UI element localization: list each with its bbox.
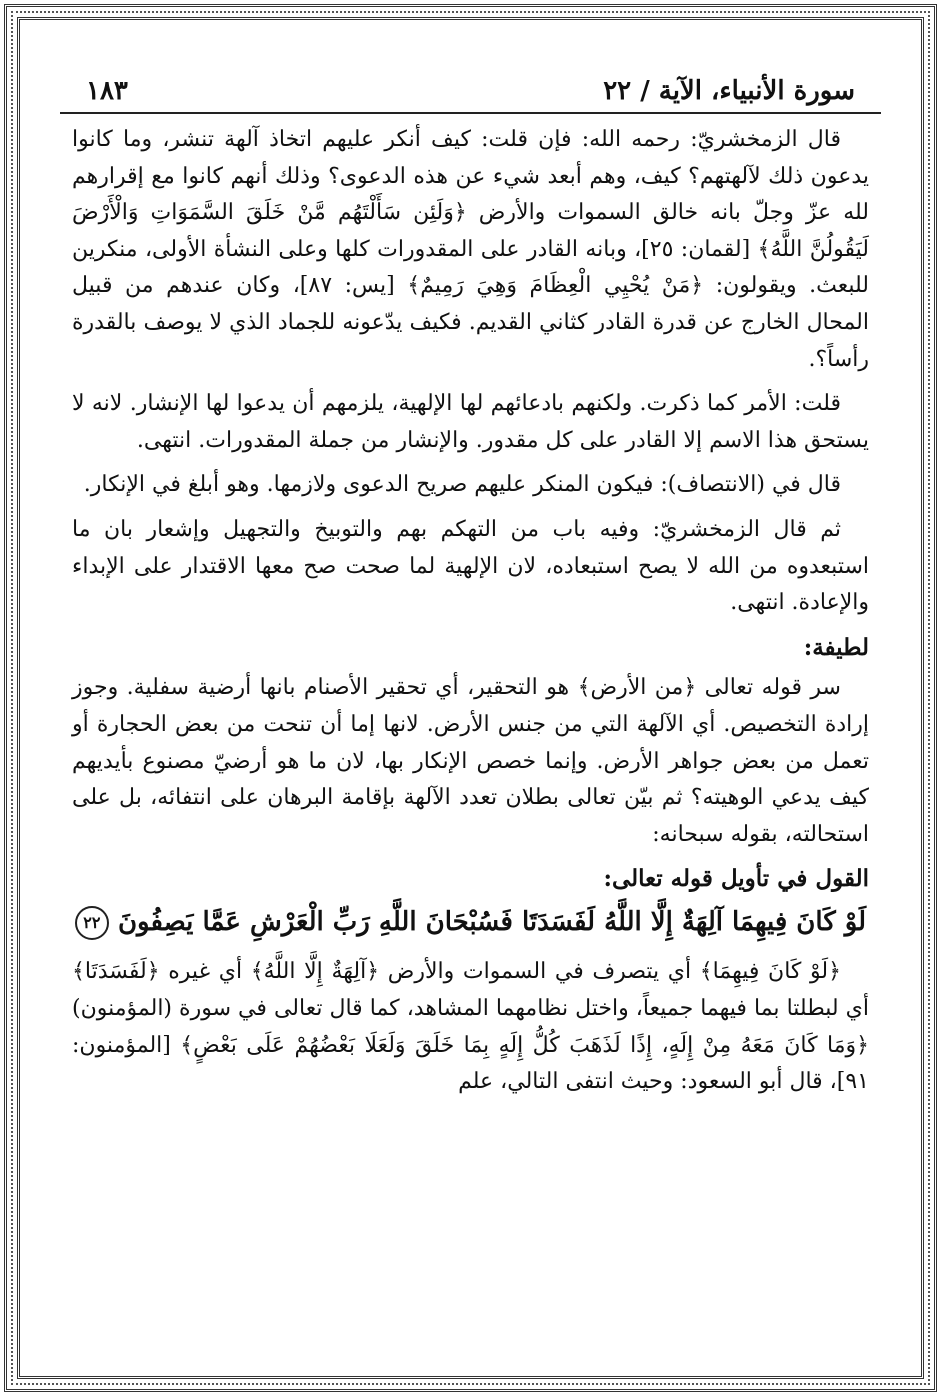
heading-qawl: القول في تأويل قوله تعالى: <box>603 865 869 893</box>
surah-header: سورة الأنبياء، الآية / ٢٢ <box>603 76 855 106</box>
heading-latifa: لطيفة: <box>803 633 869 661</box>
paragraph-tafsir: ﴿لَوْ كَانَ فِيهِمَا﴾ أي يتصرف في السموات والأرض ﴿آلِهَةٌ إِلَّا اللَّهُ﴾ أي غيره ﴿لَفَسَدَتَا﴾ أي لبطلتا بما فيهما جميعاً، واختل نظامهما المشاهد، كما قال تعالى في سورة (المؤمنون) ﴿وَمَا كَانَ مَعَهُ مِنْ إِلَهٍ، إِذًا لَذَهَبَ كُلُّ إِلَهٍ بِمَا خَلَقَ وَلَعَلَا بَعْضُهُمْ عَلَى بَعْضٍ﴾ [المؤمنون: ٩١]، قال أبو السعود: وحيث انتفى التالي، علم <box>72 959 869 1095</box>
paragraph-latifa: سر قوله تعالى ﴿من الأرض﴾ هو التحقير، أي تحقير الأصنام بانها أرضية سفلية. وجوز إرادة التخصيص. أي الآلهة التي من جنس الأرض. لانها إما أن تنحت من بعض الحجارة أو تعمل من بعض جواهر الأرض. وإنما خصص الإنكار بها، لان ما هو أرضيّ مصنوع بأيديهم كيف يدعي الوهيته؟ ثم بيّن تعالى بطلان تعدد الآلهة بإقامة البرهان على انتفائه، بل على استحالته، بقوله سبحانه: <box>72 675 869 847</box>
paragraph-tahakkum: ثم قال الزمخشريّ: وفيه باب من التهكم بهم والتوبيخ والتجهيل وإشعار بان ما استبعدوه من الله لا يصح استبعاده، لان الإلهية لما صحت صح معها الاقتدار على الإبداء والإعادة. انتهى. <box>72 516 869 616</box>
quran-verse <box>72 904 869 941</box>
book-page <box>60 70 881 1356</box>
paragraph-intisaf: قال في (الانتصاف): فيكون المنكر عليهم صريح الدعوى ولازمها. وهو أبلغ في الإنكار. <box>83 472 841 498</box>
page-number: ١٨٣ <box>86 76 128 106</box>
running-header <box>60 70 881 114</box>
ayah-number-marker: ٢٢ <box>75 906 109 940</box>
page-body <box>60 114 881 1101</box>
paragraph-qultu: قلت: الأمر كما ذكرت. ولكنهم بادعائهم لها الإلهية، يلزمهم أن يدعوا لها الإنشار. لانه لا يستحق هذا الاسم إلا القادر على كل مقدور. والإنشار من جملة المقدورات. انتهى. <box>72 391 869 453</box>
verse-text: لَوْ كَانَ فِيهِمَا آلِهَةٌ إِلَّا اللَّهُ لَفَسَدَتَا فَسُبْحَانَ اللَّهِ رَبِّ الْعَرْشِ عَمَّا يَصِفُونَ <box>117 906 867 937</box>
paragraph-zamakhshari: قال الزمخشريّ: رحمه الله: فإن قلت: كيف أنكر عليهم اتخاذ آلهة تنشر، وما كانوا يدعون ذلك لآلهتهم؟ كيف، وهم أبعد شيء عن هذه الدعوى؟ وذلك أنهم كانوا مع إقرارهم لله عزّ وجلّ بانه خالق السموات والأرض ﴿وَلَئِن سَأَلْتَهُم مَّنْ خَلَقَ السَّمَوَاتِ وَالْأَرْضَ لَيَقُولُنَّ اللَّهُ﴾ [لقمان: ٢٥]، وبانه القادر على المقدورات كلها وعلى النشأة الأولى، منكرين للبعث. ويقولون: ﴿مَنْ يُحْيِي الْعِظَامَ وَهِيَ رَمِيمٌ﴾ [يس: ٨٧]، وكان عندهم من قبيل المحال الخارج عن قدرة القادر كثاني القديم. فكيف يدّعونه للجماد الذي لا يوصف بالقدرة رأساً؟. <box>72 127 869 372</box>
